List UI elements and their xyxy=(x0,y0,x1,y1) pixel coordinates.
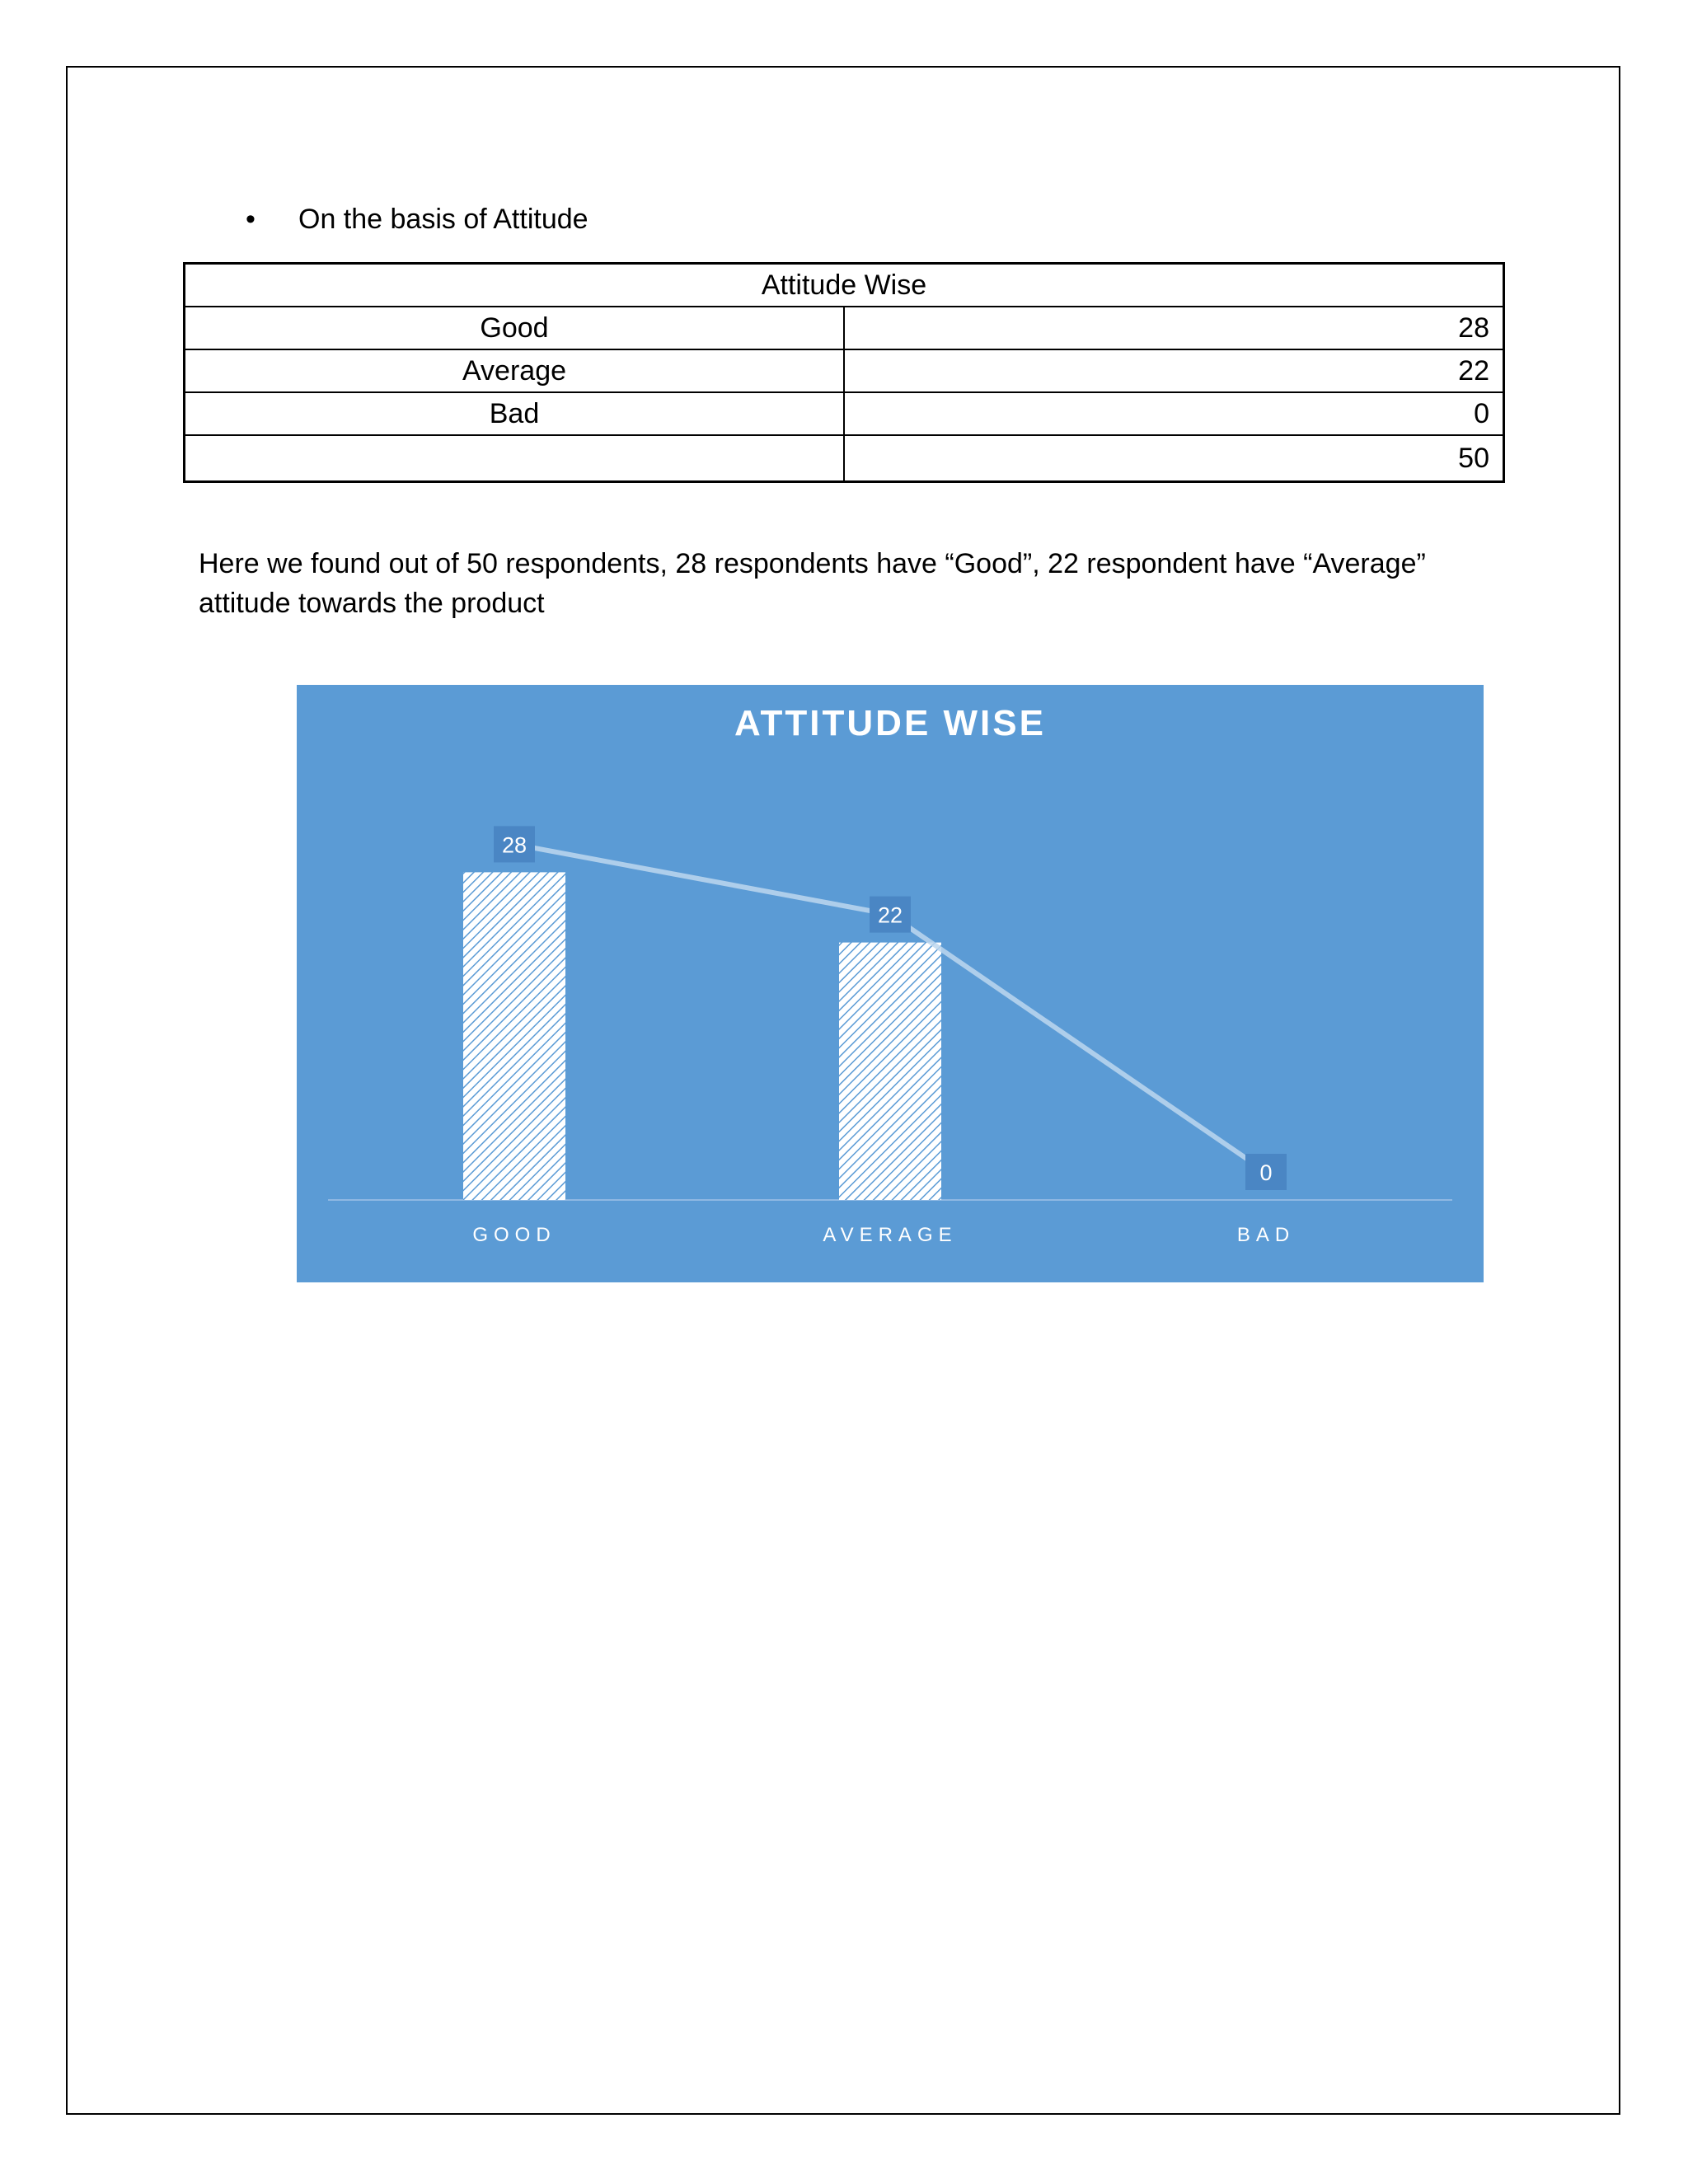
table-cell-value: 0 xyxy=(844,392,1504,435)
table-row xyxy=(185,392,1504,435)
attitude-chart xyxy=(297,685,1484,1282)
table-cell-label: Good xyxy=(185,307,845,349)
table-row xyxy=(185,307,1504,349)
table-header: Attitude Wise xyxy=(185,264,1504,307)
data-label: 22 xyxy=(877,902,903,928)
x-tick-label: AVERAGE xyxy=(823,1224,958,1246)
x-tick-label: BAD xyxy=(1236,1224,1296,1246)
summary-paragraph: Here we found out of 50 respondents, 28 respondents have “Good”, 22 respondent have “Average” attitude towards the product xyxy=(199,548,1426,619)
table-cell-total: 50 xyxy=(844,435,1504,482)
table-header-row xyxy=(185,264,1504,307)
table-row xyxy=(185,349,1504,392)
chart-title: ATTITUDE WISE xyxy=(734,703,1046,743)
bar-good xyxy=(463,872,565,1200)
table-cell-label: Bad xyxy=(185,392,845,435)
bullet-symbol: • xyxy=(246,204,256,235)
table-cell-value: 28 xyxy=(844,307,1504,349)
table-total-row xyxy=(185,435,1504,482)
data-label: 28 xyxy=(501,832,528,858)
attitude-table xyxy=(183,262,1505,483)
bullet-text: On the basis of Attitude xyxy=(298,204,588,235)
data-label: 0 xyxy=(1259,1160,1273,1185)
x-tick-label: GOOD xyxy=(472,1224,556,1246)
table-cell-value: 22 xyxy=(844,349,1504,392)
table-cell-label: Average xyxy=(185,349,845,392)
bar-average xyxy=(839,943,941,1200)
chart-svg xyxy=(297,685,1484,1282)
ticks-layer xyxy=(472,1224,1295,1246)
table-cell-label xyxy=(185,435,845,482)
